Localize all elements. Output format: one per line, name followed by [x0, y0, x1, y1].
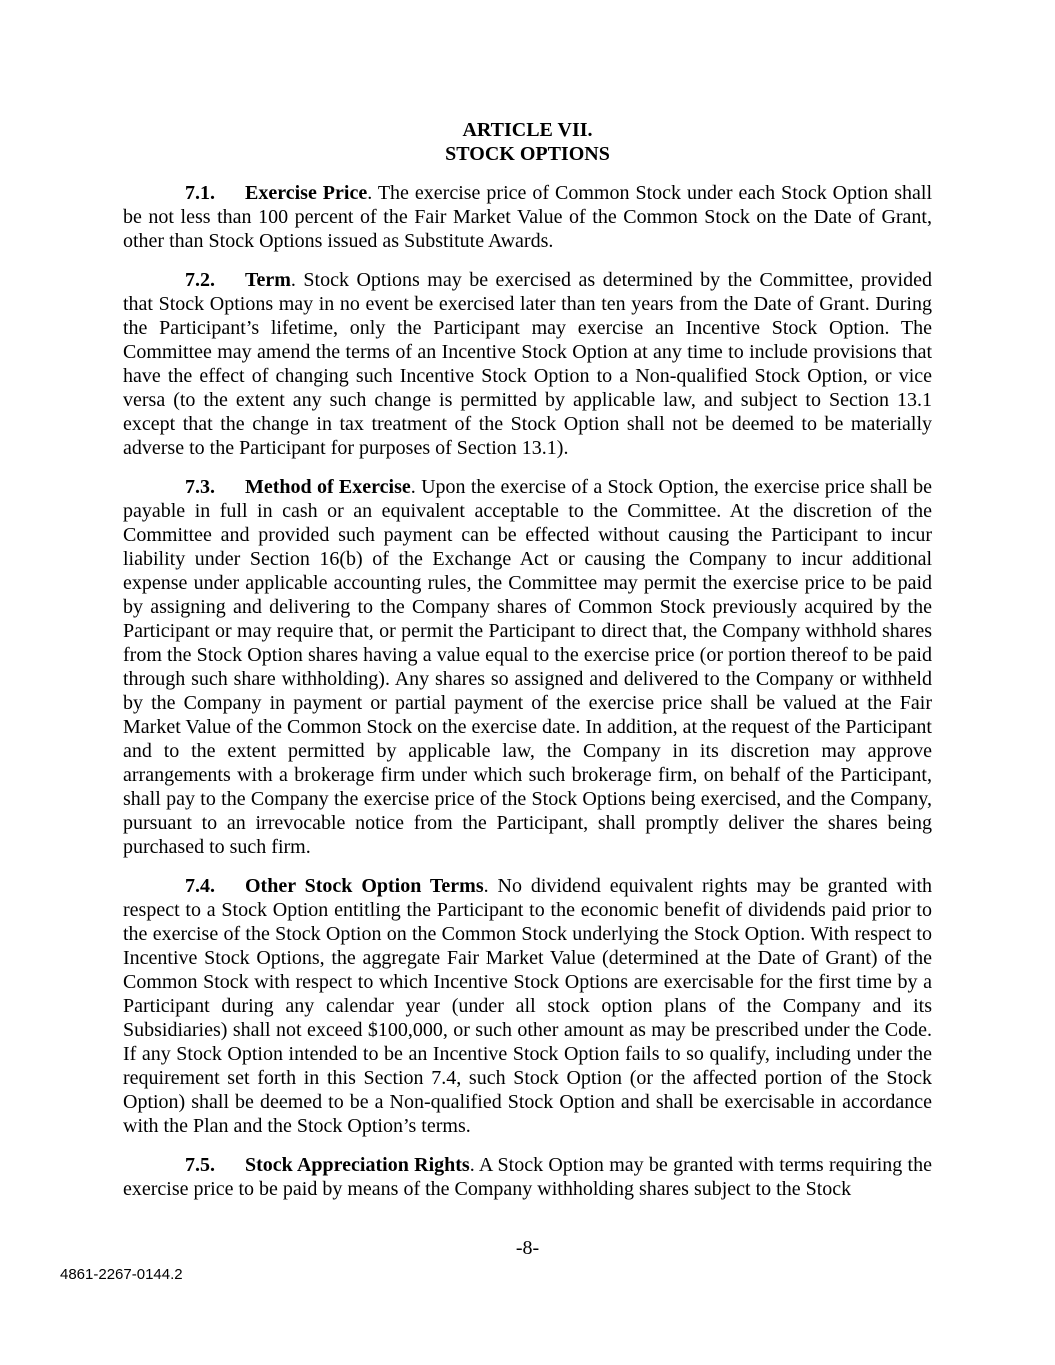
article-number-line: ARTICLE VII. [462, 119, 593, 141]
page-number: -8- [515, 1237, 540, 1259]
section-number: 7.1. [185, 182, 215, 204]
section-body: . The exercise price of Common Stock under each Stock Option shall be not less than 100 percent of the Fair Market Value of the Common Stock on the Date of Grant, other than Stock Options issued as Substitute Awards. [123, 182, 932, 252]
document-id-stamp: 4861-2267-0144.2 [60, 1266, 183, 1283]
section-number: 7.3. [185, 476, 215, 498]
section-body: . Upon the exercise of a Stock Option, the exercise price shall be payable in full in cash or an equivalent acceptable to the Committee. At the discretion of the Committee and provided such payment can be effected without causing the Participant to incur liability under Section 16(b) of the Exchange Act or causing the Company to incur additional expense under applicable accounting rules, the Committee may permit the exercise price to be paid by assigning and delivering to the Company shares of Common Stock previously acquired by the Participant or may require that, or permit the Participant to direct that, the Company withhold shares from the Stock Option shares having a value equal to the exercise price (or portion thereof to be paid through such share withholding). Any shares so assigned and delivered to the Company or withheld by the Company in payment or partial payment of the exercise price shall be valued at the Fair Market Value of the Common Stock on the exercise date. In addition, at the request of the Participant and to the extent permitted by applicable law, the Company in its discretion may approve arrangements with a brokerage firm under which such brokerage firm, on behalf of the Participant, shall pay to the Company the exercise price of the Stock Options being exercised, and the Company, pursuant to an irrevocable notice from the Participant, shall promptly deliver the shares being purchased to such firm. [123, 476, 932, 858]
section-title: Exercise Price [245, 182, 368, 204]
section-7-3 [123, 475, 932, 859]
article-heading [123, 118, 932, 166]
section-body: . A Stock Option may be granted with terms requiring the exercise price to be paid by means of the Company withholding shares subject to the Stock [123, 1154, 932, 1200]
section-number: 7.4. [185, 875, 215, 897]
section-body: . Stock Options may be exercised as determined by the Committee, provided that Stock Options may in no event be exercised later than ten years from the Date of Grant. During the Participant’s lifetime, only the Participant may exercise an Incentive Stock Option. The Committee may amend the terms of an Incentive Stock Option at any time to include provisions that have the effect of changing such Incentive Stock Option to a Non-qualified Stock Option, or vice versa (to the extent any such change is permitted by applicable law, and subject to Section 13.1 except that the change in tax treatment of the Stock Option shall not be deemed to be materially adverse to the Participant for purposes of Section 13.1). [123, 269, 932, 459]
section-title: Other Stock Option Terms [245, 875, 484, 897]
section-title: Term [245, 269, 291, 291]
section-title: Method of Exercise [245, 476, 411, 498]
section-number: 7.5. [185, 1154, 215, 1176]
section-7-5 [123, 1153, 932, 1201]
section-7-4 [123, 874, 932, 1138]
section-title: Stock Appreciation Rights [245, 1154, 470, 1176]
section-7-2 [123, 268, 932, 460]
section-number: 7.2. [185, 269, 215, 291]
article-title-line: STOCK OPTIONS [445, 143, 610, 165]
section-7-1 [123, 181, 932, 253]
section-body: . No dividend equivalent rights may be granted with respect to a Stock Option entitling the Participant to the economic benefit of dividends paid prior to the exercise of the Stock Option on the Common Stock underlying the Stock Option. With respect to Incentive Stock Options, the aggregate Fair Market Value (determined at the Date of Grant) of the Common Stock with respect to which Incentive Stock Options are exercisable for the first time by a Participant during any calendar year (under all stock option plans of the Company and its Subsidiaries) shall not exceed $100,000, or such other amount as may be prescribed under the Code. If any Stock Option intended to be an Incentive Stock Option fails to so qualify, including under the requirement set forth in this Section 7.4, such Stock Option (or the affected portion of the Stock Option) shall be deemed to be a Non-qualified Stock Option and shall be exercisable in accordance with the Plan and the Stock Option’s terms. [123, 875, 932, 1137]
